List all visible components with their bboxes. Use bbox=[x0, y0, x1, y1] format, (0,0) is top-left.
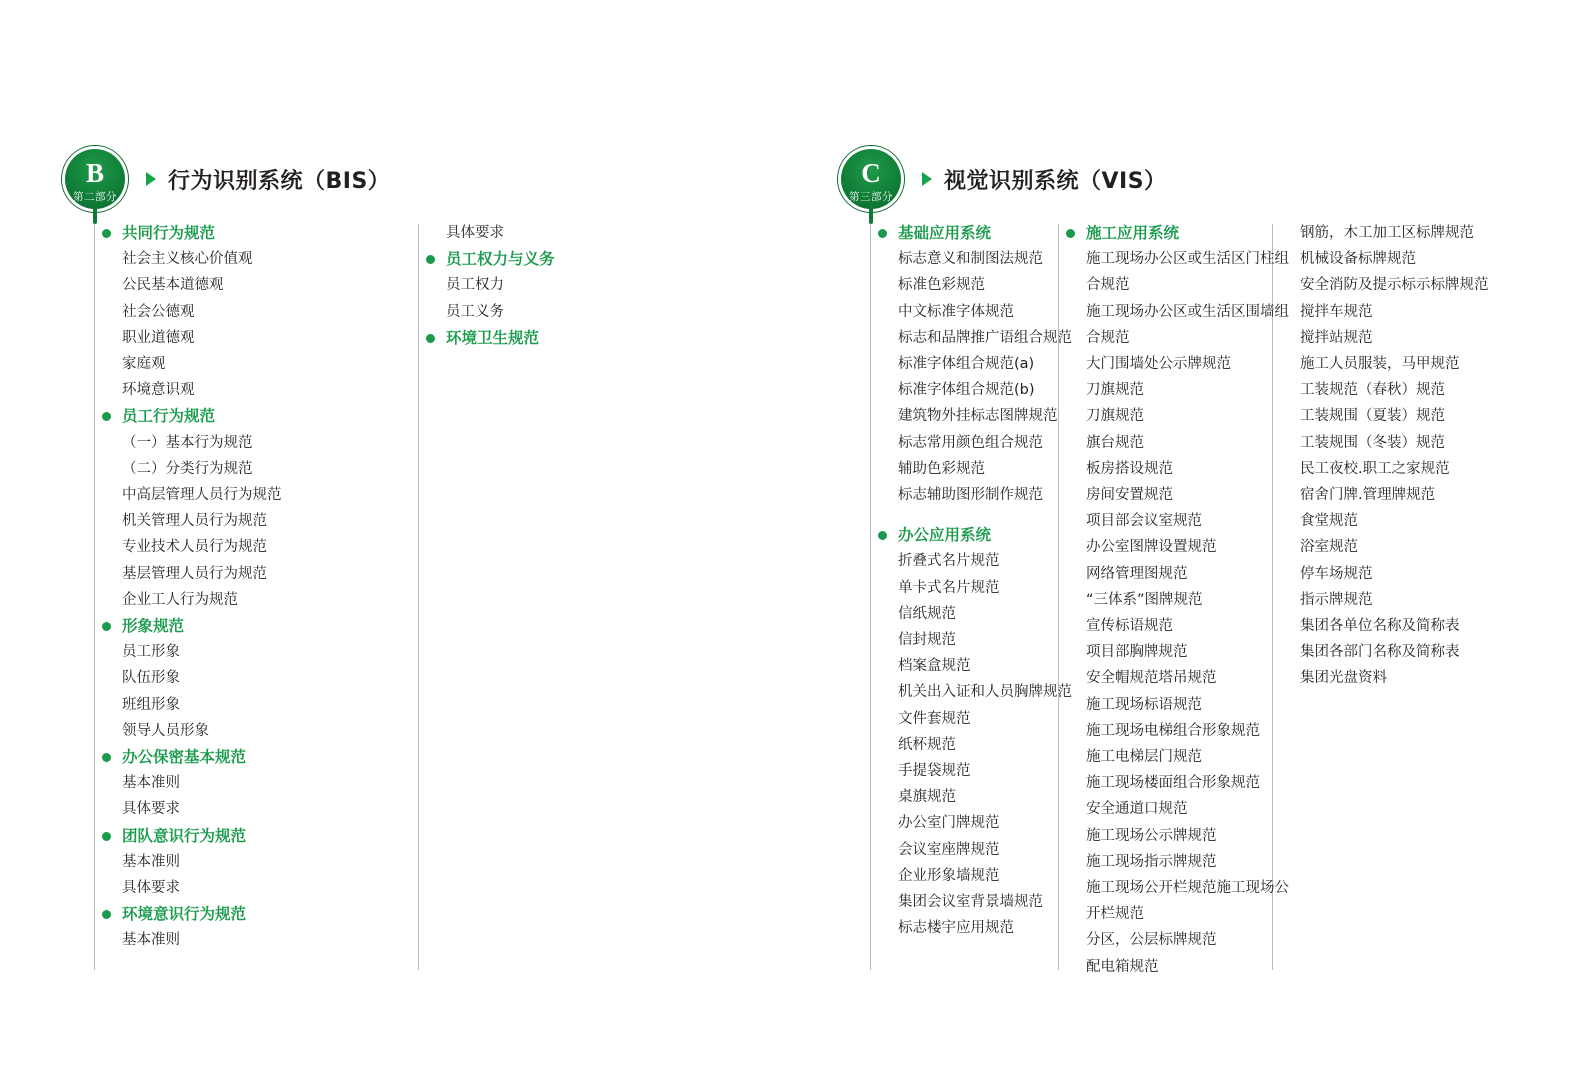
entry-label: 具体要求 bbox=[122, 801, 180, 818]
entry-label: 集团各部门名称及简称表 bbox=[1300, 644, 1460, 661]
entry-label: 信封规范 bbox=[898, 632, 956, 649]
entry-label: 施工现场电梯组合形象规范 bbox=[1086, 722, 1260, 739]
catalog-list-item[interactable] bbox=[1272, 561, 1502, 587]
entry-label: 刀旗规范 bbox=[1086, 408, 1144, 425]
entry-label: 班组形象 bbox=[122, 696, 180, 713]
catalog-list-item[interactable] bbox=[1058, 246, 1289, 272]
catalog-list-item[interactable] bbox=[1058, 744, 1273, 770]
catalog-list-item[interactable] bbox=[94, 561, 414, 587]
entry-label: 办公保密基本规范 bbox=[122, 748, 247, 767]
catalog-list-item[interactable] bbox=[1058, 823, 1273, 849]
catalog-list-item[interactable] bbox=[94, 246, 414, 272]
catalog-group-heading[interactable] bbox=[1058, 220, 1273, 246]
section-header-bis bbox=[62, 146, 390, 212]
entry-label: 项目部胸牌规范 bbox=[1086, 644, 1188, 661]
bullet-dot-icon bbox=[878, 229, 887, 238]
catalog-list-item[interactable] bbox=[1272, 508, 1502, 534]
entry-label: 标志意义和制图法规范 bbox=[898, 251, 1043, 268]
entry-label: 公民基本道德观 bbox=[122, 277, 224, 294]
entry-label: 房间安置规范 bbox=[1086, 487, 1173, 504]
entry-label: 施工现场公开栏规范施工现场公 bbox=[1086, 880, 1289, 897]
entry-label: 环境意识观 bbox=[122, 382, 195, 399]
entry-label: 家庭观 bbox=[122, 356, 166, 373]
catalog-list-item[interactable] bbox=[94, 456, 414, 482]
catalog-list-item[interactable] bbox=[870, 679, 1072, 705]
entry-label: 停车场规范 bbox=[1300, 565, 1373, 582]
entry-label: 具体要求 bbox=[122, 880, 180, 897]
entry-label: 员工权力与义务 bbox=[446, 250, 555, 269]
catalog-list-item[interactable] bbox=[1058, 299, 1289, 325]
entry-label: 宿舍门牌.管理牌规范 bbox=[1300, 487, 1436, 504]
entry-label: 施工电梯层门规范 bbox=[1086, 749, 1202, 766]
catalog-list-item[interactable] bbox=[94, 587, 414, 613]
catalog-list-item[interactable] bbox=[1058, 508, 1273, 534]
column-vis-basic bbox=[870, 220, 1072, 941]
column-vis-construction bbox=[1058, 220, 1289, 980]
section-subtitle: 第三部分 bbox=[849, 190, 893, 203]
catalog-list-item[interactable] bbox=[1058, 587, 1273, 613]
catalog-list-item[interactable] bbox=[94, 718, 414, 744]
entry-label: 工装规围（冬装）规范 bbox=[1300, 434, 1445, 451]
catalog-list-item[interactable] bbox=[1272, 430, 1502, 456]
entry-label: 安全通道口规范 bbox=[1086, 801, 1188, 818]
entry-label: 标志常用颜色组合规范 bbox=[898, 434, 1043, 451]
entry-label: 板房搭设规范 bbox=[1086, 460, 1173, 477]
entry-label: 安全消防及提示标示标牌规范 bbox=[1300, 277, 1489, 294]
entry-label: 基本准则 bbox=[122, 853, 180, 870]
catalog-list-item[interactable] bbox=[94, 377, 414, 403]
entry-label: 旗台规范 bbox=[1086, 434, 1144, 451]
catalog-list-item[interactable] bbox=[870, 246, 1060, 272]
entry-label: 会议室座牌规范 bbox=[898, 841, 1000, 858]
entry-label: 网络管理图规范 bbox=[1086, 565, 1188, 582]
entry-label: 施工现场公示牌规范 bbox=[1086, 827, 1217, 844]
arrow-right-icon bbox=[922, 172, 932, 186]
catalog-list-item[interactable] bbox=[94, 482, 414, 508]
column-bis-common bbox=[94, 220, 414, 954]
entry-label: 集团光盘资料 bbox=[1300, 670, 1387, 687]
entry-label: 社会主义核心价值观 bbox=[122, 251, 253, 268]
entry-label: 开栏规范 bbox=[1086, 906, 1144, 923]
catalog-list-item[interactable] bbox=[1272, 639, 1502, 665]
entry-label: 社会公德观 bbox=[122, 303, 195, 320]
entry-label: 企业工人行为规范 bbox=[122, 591, 238, 608]
entry-label: 施工现场指示牌规范 bbox=[1086, 853, 1217, 870]
catalog-list-item[interactable] bbox=[1272, 377, 1502, 403]
catalog-list-item[interactable] bbox=[1272, 482, 1502, 508]
catalog-list-item[interactable] bbox=[870, 627, 1060, 653]
catalog-list-item[interactable] bbox=[1058, 325, 1273, 351]
entry-label: 领导人员形象 bbox=[122, 722, 209, 739]
bullet-dot-icon bbox=[102, 412, 111, 421]
catalog-list-item[interactable] bbox=[94, 299, 414, 325]
catalog-list-item[interactable] bbox=[94, 534, 414, 560]
catalog-list-item[interactable] bbox=[870, 758, 1060, 784]
entry-label: 手提袋规范 bbox=[898, 763, 971, 780]
catalog-list-item[interactable] bbox=[1058, 770, 1273, 796]
catalog-list-item[interactable] bbox=[1058, 901, 1273, 927]
entry-label: 标志辅助图形制作规范 bbox=[898, 487, 1043, 504]
catalog-list-item[interactable] bbox=[94, 639, 414, 665]
entry-label: 搅拌车规范 bbox=[1300, 303, 1373, 320]
catalog-list-item[interactable] bbox=[870, 889, 1060, 915]
catalog-group-heading[interactable] bbox=[94, 403, 414, 429]
entry-label: 桌旗规范 bbox=[898, 789, 956, 806]
catalog-group-heading[interactable] bbox=[94, 613, 414, 639]
catalog-group-heading[interactable] bbox=[94, 744, 414, 770]
column-bis-rights bbox=[418, 220, 758, 351]
catalog-list-item[interactable] bbox=[1058, 639, 1273, 665]
entry-label: 专业技术人员行为规范 bbox=[122, 539, 267, 556]
entry-label: 集团会议室背景墙规范 bbox=[898, 894, 1043, 911]
entry-label: 形象规范 bbox=[122, 617, 185, 636]
entry-label: 档案盒规范 bbox=[898, 658, 971, 675]
section-letter: C bbox=[861, 157, 881, 188]
catalog-group-heading[interactable] bbox=[870, 522, 1060, 548]
section-badge-b bbox=[62, 146, 128, 212]
catalog-list-item[interactable] bbox=[870, 482, 1060, 508]
entry-label: 标准色彩规范 bbox=[898, 277, 985, 294]
catalog-list-item[interactable] bbox=[94, 665, 414, 691]
catalog-list-item[interactable] bbox=[1058, 849, 1273, 875]
entry-label: 具体要求 bbox=[446, 225, 504, 241]
catalog-list-item[interactable] bbox=[870, 456, 1060, 482]
entry-label: 项目部会议室规范 bbox=[1086, 513, 1202, 530]
entry-label: 职业道德观 bbox=[122, 329, 195, 346]
entry-label: 企业形象墙规范 bbox=[898, 867, 1000, 884]
entry-label: 队伍形象 bbox=[122, 670, 180, 687]
catalog-list-item[interactable] bbox=[418, 220, 758, 246]
catalog-group-heading[interactable] bbox=[870, 220, 1060, 246]
catalog-list-item[interactable] bbox=[1272, 534, 1502, 560]
entry-label: 食堂规范 bbox=[1300, 513, 1358, 530]
entry-label: 标准字体组合规范(a) bbox=[898, 356, 1035, 373]
catalog-list-item[interactable] bbox=[1272, 246, 1502, 272]
arrow-right-icon bbox=[146, 172, 156, 186]
entry-label: 基本准则 bbox=[122, 932, 180, 949]
catalog-list-item[interactable] bbox=[1058, 796, 1273, 822]
catalog-list-item[interactable] bbox=[1272, 272, 1502, 298]
entry-label: 配电箱规范 bbox=[1086, 958, 1159, 975]
bullet-dot-icon bbox=[426, 255, 435, 264]
entry-label: （二）分类行为规范 bbox=[122, 460, 253, 477]
catalog-list-item[interactable] bbox=[94, 351, 414, 377]
entry-label: 共同行为规范 bbox=[122, 224, 216, 242]
entry-label: 指示牌规范 bbox=[1300, 591, 1373, 608]
catalog-list-item[interactable] bbox=[870, 351, 1060, 377]
bullet-dot-icon bbox=[102, 832, 111, 841]
entry-label: 基层管理人员行为规范 bbox=[122, 565, 267, 582]
catalog-group-heading[interactable] bbox=[94, 823, 414, 849]
catalog-list-item[interactable] bbox=[418, 272, 758, 298]
entry-label: 分区，公层标牌规范 bbox=[1086, 932, 1217, 949]
entry-label: 合规范 bbox=[1086, 329, 1130, 346]
entry-label: 中文标准字体规范 bbox=[898, 303, 1014, 320]
entry-label: 纸杯规范 bbox=[898, 736, 956, 753]
entry-label: 宣传标语规范 bbox=[1086, 618, 1173, 635]
catalog-list-item[interactable] bbox=[94, 927, 414, 953]
entry-label: 中高层管理人员行为规范 bbox=[122, 487, 282, 504]
entry-label: 施工应用系统 bbox=[1086, 224, 1180, 242]
catalog-list-item[interactable] bbox=[1272, 587, 1502, 613]
catalog-list-item[interactable] bbox=[1058, 272, 1273, 298]
catalog-list-item[interactable] bbox=[94, 430, 414, 456]
catalog-list-item[interactable] bbox=[1058, 377, 1273, 403]
entry-label: 基础应用系统 bbox=[898, 224, 992, 242]
catalog-list-item[interactable] bbox=[870, 601, 1060, 627]
catalog-list-item[interactable] bbox=[1272, 351, 1502, 377]
entry-label: 环境卫生规范 bbox=[446, 328, 540, 347]
catalog-list-item[interactable] bbox=[870, 325, 1072, 351]
entry-label: 员工行为规范 bbox=[122, 407, 216, 426]
catalog-list-item[interactable] bbox=[870, 915, 1060, 941]
entry-label: 折叠式名片规范 bbox=[898, 553, 1000, 570]
entry-label: 机械设备标牌规范 bbox=[1300, 251, 1416, 268]
entry-label: 辅助色彩规范 bbox=[898, 460, 985, 477]
section-subtitle: 第二部分 bbox=[73, 190, 117, 203]
entry-label: 标准字体组合规范(b) bbox=[898, 382, 1035, 399]
entry-label: “三体系”图牌规范 bbox=[1086, 591, 1203, 608]
entry-label: 办公室图牌设置规范 bbox=[1086, 539, 1217, 556]
catalog-list-item[interactable] bbox=[870, 863, 1060, 889]
catalog-list-item[interactable] bbox=[870, 575, 1060, 601]
catalog-group-heading[interactable] bbox=[94, 220, 414, 246]
section-badge-c bbox=[838, 146, 904, 212]
catalog-list-item[interactable] bbox=[94, 692, 414, 718]
entry-label: 单卡式名片规范 bbox=[898, 579, 1000, 596]
catalog-list-item[interactable] bbox=[1272, 665, 1502, 691]
catalog-list-item[interactable] bbox=[94, 325, 414, 351]
catalog-list-item[interactable] bbox=[94, 849, 414, 875]
catalog-list-item[interactable] bbox=[870, 784, 1060, 810]
entry-label: 文件套规范 bbox=[898, 710, 971, 727]
catalog-list-item[interactable] bbox=[94, 272, 414, 298]
entry-label: 施工现场办公区或生活区门柱组 bbox=[1086, 251, 1289, 268]
catalog-list-item[interactable] bbox=[94, 875, 414, 901]
catalog-list-item[interactable] bbox=[1058, 875, 1289, 901]
catalog-list-item[interactable] bbox=[870, 653, 1060, 679]
catalog-group-heading[interactable] bbox=[418, 246, 758, 272]
entry-label: 团队意识行为规范 bbox=[122, 826, 247, 845]
catalog-list-item[interactable] bbox=[1058, 927, 1273, 953]
catalog-list-item[interactable] bbox=[1058, 613, 1273, 639]
bullet-dot-icon bbox=[102, 622, 111, 631]
entry-label: 办公室门牌规范 bbox=[898, 815, 1000, 832]
entry-label: 施工现场标语规范 bbox=[1086, 696, 1202, 713]
catalog-list-item[interactable] bbox=[1058, 718, 1273, 744]
entry-label: 建筑物外挂标志图牌规范 bbox=[898, 408, 1058, 425]
catalog-list-item[interactable] bbox=[1058, 534, 1273, 560]
entry-label: 环境意识行为规范 bbox=[122, 905, 247, 924]
section-title-bis: 行为识别系统（BIS） bbox=[168, 168, 391, 194]
catalog-list-item[interactable] bbox=[1058, 561, 1273, 587]
catalog-list-item[interactable] bbox=[1272, 220, 1502, 246]
catalog-list-item[interactable] bbox=[94, 770, 414, 796]
catalog-list-item[interactable] bbox=[1058, 954, 1273, 980]
entry-label: 刀旗规范 bbox=[1086, 382, 1144, 399]
catalog-list-item[interactable] bbox=[1058, 456, 1273, 482]
entry-label: 工装规范（春秋）规范 bbox=[1300, 382, 1445, 399]
entry-label: 安全帽规范塔吊规范 bbox=[1086, 670, 1217, 687]
bullet-dot-icon bbox=[102, 753, 111, 762]
section-letter: B bbox=[85, 157, 104, 188]
entry-label: 集团各单位名称及简称表 bbox=[1300, 618, 1460, 635]
bullet-dot-icon bbox=[878, 531, 887, 540]
catalog-list-item[interactable] bbox=[1272, 299, 1502, 325]
entry-label: 基本准则 bbox=[122, 775, 180, 792]
catalog-group-heading[interactable] bbox=[94, 901, 414, 927]
entry-label: 施工现场办公区或生活区围墙组 bbox=[1086, 303, 1289, 320]
catalog-list-item[interactable] bbox=[1058, 351, 1273, 377]
entry-label: 民工夜校.职工之家规范 bbox=[1300, 460, 1450, 477]
catalog-list-item[interactable] bbox=[870, 430, 1060, 456]
catalog-list-item[interactable] bbox=[1058, 692, 1273, 718]
catalog-list-item[interactable] bbox=[870, 377, 1060, 403]
entry-label: 钢筋，木工加工区标牌规范 bbox=[1300, 225, 1474, 241]
entry-label: 施工现场楼面组合形象规范 bbox=[1086, 775, 1260, 792]
bullet-dot-icon bbox=[102, 229, 111, 238]
catalog-list-item[interactable] bbox=[94, 508, 414, 534]
entry-label: 浴室规范 bbox=[1300, 539, 1358, 556]
catalog-list-item[interactable] bbox=[1058, 430, 1273, 456]
entry-label: 机关管理人员行为规范 bbox=[122, 513, 267, 530]
section-header-vis bbox=[838, 146, 1167, 212]
bullet-dot-icon bbox=[426, 334, 435, 343]
catalog-list-item[interactable] bbox=[1058, 482, 1273, 508]
catalog-list-item[interactable] bbox=[870, 299, 1060, 325]
catalog-list-item[interactable] bbox=[870, 810, 1060, 836]
catalog-list-item[interactable] bbox=[870, 837, 1060, 863]
catalog-list-item[interactable] bbox=[870, 548, 1060, 574]
catalog-list-item[interactable] bbox=[94, 796, 414, 822]
catalog-group-heading[interactable] bbox=[418, 325, 758, 351]
catalog-list-item[interactable] bbox=[1058, 665, 1273, 691]
entry-label: 信纸规范 bbox=[898, 605, 956, 622]
entry-label: 工装规围（夏装）规范 bbox=[1300, 408, 1445, 425]
entry-label: 员工义务 bbox=[446, 303, 504, 320]
catalog-list-item[interactable] bbox=[870, 706, 1060, 732]
entry-label: （一）基本行为规范 bbox=[122, 434, 253, 451]
entry-label: 标志和品牌推广语组合规范 bbox=[898, 329, 1072, 346]
entry-label: 标志楼宇应用规范 bbox=[898, 920, 1014, 937]
catalog-list-item[interactable] bbox=[870, 732, 1060, 758]
catalog-list-item[interactable] bbox=[1272, 613, 1502, 639]
entry-label: 办公应用系统 bbox=[898, 526, 992, 545]
section-title-vis: 视觉识别系统（VIS） bbox=[944, 168, 1167, 194]
catalog-list-item[interactable] bbox=[870, 272, 1060, 298]
catalog-list-item[interactable] bbox=[870, 403, 1060, 429]
catalog-list-item[interactable] bbox=[1058, 403, 1273, 429]
column-vis-misc bbox=[1272, 220, 1502, 692]
entry-label: 机关出入证和人员胸牌规范 bbox=[898, 684, 1072, 701]
entry-label: 搅拌站规范 bbox=[1300, 329, 1373, 346]
entry-label: 大门围墙处公示牌规范 bbox=[1086, 356, 1231, 373]
catalog-list-item[interactable] bbox=[1272, 403, 1502, 429]
catalog-list-item[interactable] bbox=[418, 299, 758, 325]
list-spacer bbox=[870, 508, 1060, 522]
catalog-list-item[interactable] bbox=[1272, 325, 1502, 351]
entry-label: 施工人员服装，马甲规范 bbox=[1300, 356, 1460, 373]
entry-label: 合规范 bbox=[1086, 277, 1130, 294]
bullet-dot-icon bbox=[102, 910, 111, 919]
entry-label: 员工形象 bbox=[122, 644, 180, 661]
bullet-dot-icon bbox=[1066, 229, 1075, 238]
catalog-list-item[interactable] bbox=[1272, 456, 1502, 482]
entry-label: 员工权力 bbox=[446, 277, 504, 294]
